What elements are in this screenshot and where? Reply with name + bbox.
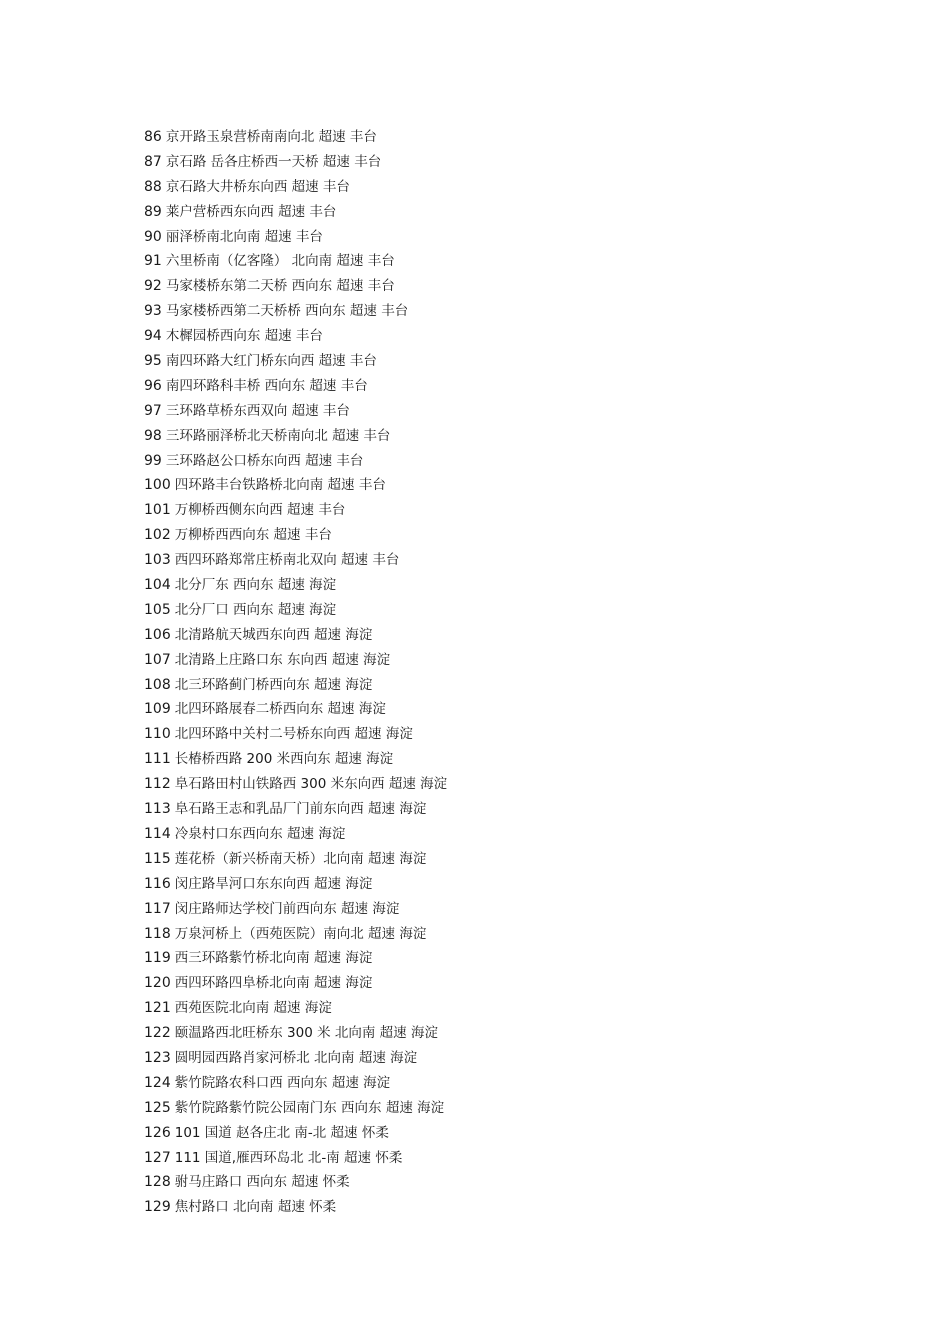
item-number: 121 <box>144 1000 171 1017</box>
item-number: 99 <box>144 452 162 469</box>
item-text: 京石路大井桥东向西 超速 丰台 <box>165 178 350 195</box>
item-text: 木樨园桥西向东 超速 丰台 <box>165 328 323 345</box>
list-item <box>144 175 447 200</box>
item-text: 101 国道 赵各庄北 南-北 超速 怀柔 <box>174 1124 389 1141</box>
item-text: 西四环路郑常庄桥南北双向 超速 丰台 <box>174 552 400 569</box>
item-text: 马家楼桥西第二天桥桥 西向东 超速 丰台 <box>165 303 409 320</box>
list-item <box>144 473 447 498</box>
item-number: 95 <box>144 353 162 370</box>
item-number: 87 <box>144 153 162 170</box>
item-text: 111 国道,雁西环岛北 北-南 超速 怀柔 <box>174 1149 403 1166</box>
list-item <box>144 324 447 349</box>
list-item <box>144 971 447 996</box>
item-number: 110 <box>144 726 171 743</box>
item-number: 117 <box>144 900 171 917</box>
item-number: 111 <box>144 751 171 768</box>
item-text: 莲花桥（新兴桥南天桥）北向南 超速 海淀 <box>174 850 427 867</box>
list-item <box>144 548 447 573</box>
list-item <box>144 249 447 274</box>
item-number: 114 <box>144 825 171 842</box>
list-item <box>144 349 447 374</box>
item-text: 紫竹院路紫竹院公园南门东 西向东 超速 海淀 <box>174 1099 445 1116</box>
item-text: 北四环路中关村二号桥东向西 超速 海淀 <box>174 726 413 743</box>
item-number: 119 <box>144 950 171 967</box>
item-number: 128 <box>144 1174 171 1191</box>
item-text: 北分厂口 西向东 超速 海淀 <box>174 601 337 618</box>
item-text: 闵庄路旱河口东东向西 超速 海淀 <box>174 875 373 892</box>
list-item <box>144 200 447 225</box>
item-number: 98 <box>144 427 162 444</box>
list-item <box>144 1195 447 1220</box>
list-item <box>144 399 447 424</box>
list-item <box>144 1046 447 1071</box>
item-text: 四环路丰台铁路桥北向南 超速 丰台 <box>174 477 386 494</box>
item-number: 96 <box>144 377 162 394</box>
item-text: 丽泽桥南北向南 超速 丰台 <box>165 228 323 245</box>
list-item <box>144 299 447 324</box>
item-number: 123 <box>144 1049 171 1066</box>
list-item <box>144 847 447 872</box>
item-number: 113 <box>144 801 171 818</box>
item-text: 莱户营桥西东向西 超速 丰台 <box>165 203 337 220</box>
item-number: 91 <box>144 253 162 270</box>
list-item <box>144 772 447 797</box>
item-text: 三环路丽泽桥北天桥南向北 超速 丰台 <box>165 427 391 444</box>
item-text: 北三环路蓟门桥西向东 超速 海淀 <box>174 676 373 693</box>
item-text: 西四环路四阜桥北向南 超速 海淀 <box>174 975 373 992</box>
item-text: 冷泉村口东西向东 超速 海淀 <box>174 825 346 842</box>
item-text: 紫竹院路农科口西 西向东 超速 海淀 <box>174 1074 391 1091</box>
list-item <box>144 125 447 150</box>
item-text: 京开路玉泉营桥南南向北 超速 丰台 <box>165 129 377 145</box>
item-text: 长椿桥西路 200 米西向东 超速 海淀 <box>174 751 394 768</box>
list-item <box>144 872 447 897</box>
item-text: 驸马庄路口 西向东 超速 怀柔 <box>174 1174 350 1191</box>
list-item <box>144 1121 447 1146</box>
list-item <box>144 1071 447 1096</box>
item-text: 马家楼桥东第二天桥 西向东 超速 丰台 <box>165 278 395 295</box>
item-number: 127 <box>144 1149 171 1166</box>
list-item <box>144 1146 447 1171</box>
list-item <box>144 1021 447 1046</box>
item-number: 107 <box>144 651 171 668</box>
item-number: 89 <box>144 203 162 220</box>
item-text: 三环路草桥东西双向 超速 丰台 <box>165 402 350 419</box>
item-number: 88 <box>144 178 162 195</box>
list-item <box>144 274 447 299</box>
item-number: 115 <box>144 850 171 867</box>
list-item <box>144 498 447 523</box>
item-text: 三环路赵公口桥东向西 超速 丰台 <box>165 452 364 469</box>
list-item <box>144 573 447 598</box>
item-text: 万泉河桥上（西苑医院）南向北 超速 海淀 <box>174 925 427 942</box>
item-number: 106 <box>144 626 171 643</box>
item-number: 97 <box>144 402 162 419</box>
item-number: 93 <box>144 303 162 320</box>
item-number: 92 <box>144 278 162 295</box>
speed-camera-list <box>144 125 447 1220</box>
item-number: 86 <box>144 129 162 145</box>
item-number: 129 <box>144 1199 171 1216</box>
item-number: 100 <box>144 477 171 494</box>
item-number: 101 <box>144 502 171 519</box>
item-number: 102 <box>144 527 171 544</box>
list-item <box>144 747 447 772</box>
item-text: 西三环路紫竹桥北向南 超速 海淀 <box>174 950 373 967</box>
list-item <box>144 822 447 847</box>
item-text: 颐温路西北旺桥东 300 米 北向南 超速 海淀 <box>174 1025 438 1042</box>
item-text: 阜石路田村山铁路西 300 米东向西 超速 海淀 <box>174 776 448 793</box>
item-text: 闵庄路师达学校门前西向东 超速 海淀 <box>174 900 400 917</box>
item-text: 西苑医院北向南 超速 海淀 <box>174 1000 332 1017</box>
item-number: 109 <box>144 701 171 718</box>
item-number: 116 <box>144 875 171 892</box>
item-number: 104 <box>144 577 171 594</box>
list-item <box>144 996 447 1021</box>
item-number: 94 <box>144 328 162 345</box>
item-number: 118 <box>144 925 171 942</box>
item-number: 112 <box>144 776 171 793</box>
item-number: 124 <box>144 1074 171 1091</box>
item-text: 圆明园西路肖家河桥北 北向南 超速 海淀 <box>174 1049 418 1066</box>
item-text: 万柳桥西西向东 超速 丰台 <box>174 527 332 544</box>
list-item <box>144 897 447 922</box>
item-text: 北清路上庄路口东 东向西 超速 海淀 <box>174 651 391 668</box>
item-number: 120 <box>144 975 171 992</box>
list-item <box>144 1096 447 1121</box>
item-number: 108 <box>144 676 171 693</box>
item-number: 105 <box>144 601 171 618</box>
item-text: 万柳桥西侧东向西 超速 丰台 <box>174 502 346 519</box>
list-item <box>144 946 447 971</box>
item-text: 焦村路口 北向南 超速 怀柔 <box>174 1199 337 1216</box>
list-item <box>144 374 447 399</box>
list-item <box>144 1170 447 1195</box>
list-item <box>144 797 447 822</box>
list-item <box>144 598 447 623</box>
list-item <box>144 150 447 175</box>
list-item <box>144 697 447 722</box>
list-item <box>144 648 447 673</box>
item-text: 北四环路展春二桥西向东 超速 海淀 <box>174 701 386 718</box>
item-number: 90 <box>144 228 162 245</box>
list-item <box>144 424 447 449</box>
item-text: 阜石路王志和乳品厂门前东向西 超速 海淀 <box>174 801 427 818</box>
item-number: 126 <box>144 1124 171 1141</box>
item-text: 南四环路大红门桥东向西 超速 丰台 <box>165 353 377 370</box>
item-number: 125 <box>144 1099 171 1116</box>
list-item <box>144 922 447 947</box>
item-text: 京石路 岳各庄桥西一天桥 超速 丰台 <box>165 153 382 170</box>
list-item <box>144 673 447 698</box>
item-number: 122 <box>144 1025 171 1042</box>
list-item <box>144 449 447 474</box>
item-text: 北分厂东 西向东 超速 海淀 <box>174 577 337 594</box>
list-item <box>144 623 447 648</box>
item-text: 北清路航天城西东向西 超速 海淀 <box>174 626 373 643</box>
item-number: 103 <box>144 552 171 569</box>
list-item <box>144 523 447 548</box>
list-item <box>144 722 447 747</box>
list-item <box>144 225 447 250</box>
item-text: 南四环路科丰桥 西向东 超速 丰台 <box>165 377 368 394</box>
item-text: 六里桥南（亿客隆） 北向南 超速 丰台 <box>165 253 395 270</box>
